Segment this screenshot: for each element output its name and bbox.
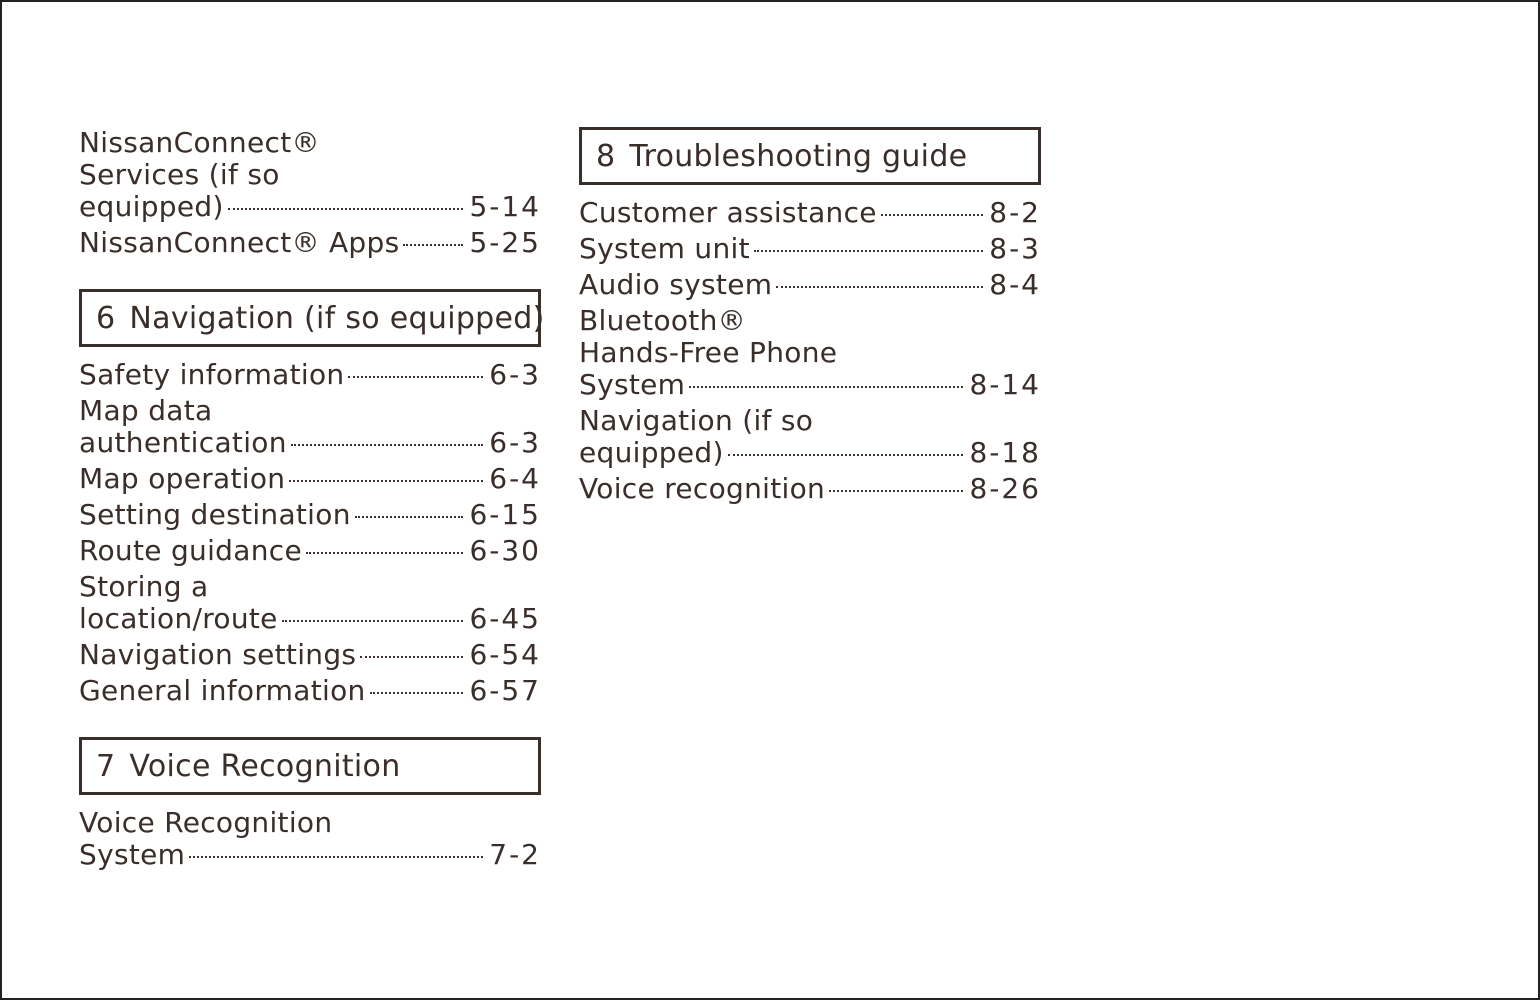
toc-entry-page-number: 6-3 (489, 358, 541, 391)
toc-entry-title: Safety information (79, 358, 345, 391)
toc-entry-page-number: 8-3 (989, 232, 1041, 265)
toc-entry-title: equipped) (79, 190, 224, 223)
toc-entry[interactable] (79, 499, 541, 531)
dot-leader (689, 386, 963, 388)
toc-entry-title: System (579, 368, 686, 401)
dot-leader (289, 480, 483, 482)
dot-leader (282, 620, 464, 622)
chapter-number: 7 (96, 748, 116, 784)
toc-entry-page-number: 8-26 (969, 472, 1041, 505)
toc-entry[interactable] (79, 807, 541, 871)
toc-entry-title: System unit (579, 232, 750, 265)
toc-entry-title: Setting destination (79, 498, 351, 531)
toc-entry-title: location/route (79, 602, 278, 635)
toc-entry-title: authentication (79, 426, 287, 459)
chapter-7-heading (79, 737, 541, 795)
dot-leader (403, 244, 463, 246)
chapter-number: 8 (596, 138, 616, 174)
chapter-8-entries (579, 197, 1041, 505)
toc-entry-page-number: 6-3 (489, 426, 541, 459)
toc-entry-title: System (79, 838, 186, 871)
chapter-number: 6 (96, 300, 116, 336)
toc-left-column (79, 126, 545, 875)
dot-leader (291, 444, 484, 446)
chapter-7-entries (79, 807, 541, 871)
toc-entry-page-number: 8-18 (969, 436, 1041, 469)
toc-entry-page-number: 6-4 (489, 462, 541, 495)
toc-entry[interactable] (79, 463, 541, 495)
toc-entry-page-number: 5-14 (469, 190, 541, 223)
toc-entry[interactable] (79, 395, 541, 459)
dot-leader (228, 208, 464, 210)
toc-entry-page-number: 6-15 (469, 498, 541, 531)
toc-entry[interactable] (79, 571, 541, 635)
toc-entry[interactable] (579, 197, 1041, 229)
toc-entry[interactable] (79, 127, 541, 223)
dot-leader (348, 376, 483, 378)
toc-entry-page-number: 8-14 (969, 368, 1041, 401)
toc-entry[interactable] (79, 359, 541, 391)
dot-leader (881, 214, 983, 216)
dot-leader (728, 454, 964, 456)
toc-entry-title-line: Voice Recognition (79, 806, 333, 839)
toc-entry-page-number: 7-2 (489, 838, 541, 871)
toc-entry-title-line: NissanConnect® (79, 126, 320, 159)
toc-entry-page-number: 6-30 (469, 534, 541, 567)
toc-entry[interactable] (79, 227, 541, 259)
toc-entry-title: NissanConnect® Apps (79, 226, 400, 259)
toc-entry[interactable] (579, 269, 1041, 301)
toc-entry-page-number: 8-4 (989, 268, 1041, 301)
toc-entry[interactable] (579, 233, 1041, 265)
toc-entry-title: Audio system (579, 268, 773, 301)
chapter-title: Troubleshooting guide (629, 138, 968, 174)
toc-entry-page-number: 6-45 (469, 602, 541, 635)
toc-entry-page-number: 6-57 (469, 674, 541, 707)
toc-entry-page-number: 8-2 (989, 196, 1041, 229)
toc-entry-page-number: 5-25 (469, 226, 541, 259)
dot-leader (355, 516, 464, 518)
toc-entry-title: General information (79, 674, 366, 707)
toc-entry-title-line: Storing a (79, 570, 209, 603)
toc-entry-title: Voice recognition (579, 472, 826, 505)
dot-leader (360, 656, 463, 658)
dot-leader (370, 692, 464, 694)
chapter-title: Voice Recognition (129, 748, 401, 784)
toc-entry-title-line: Map data (79, 394, 213, 427)
chapter-8-heading (579, 127, 1041, 185)
toc-entry-title-line: Bluetooth® (579, 304, 746, 337)
toc-entry[interactable] (579, 305, 1041, 401)
toc-entry[interactable] (79, 639, 541, 671)
toc-entry-title: Map operation (79, 462, 286, 495)
toc-entry-title: Route guidance (79, 534, 302, 567)
toc-entry[interactable] (79, 675, 541, 707)
toc-entry[interactable] (579, 473, 1041, 505)
toc-intro-entries (79, 127, 541, 259)
toc-entry-title: Navigation settings (79, 638, 357, 671)
chapter-title: Navigation (if so equipped) (129, 300, 545, 336)
dot-leader (306, 552, 463, 554)
dot-leader (189, 856, 483, 858)
dot-leader (754, 250, 983, 252)
dot-leader (829, 490, 963, 492)
toc-entry-title: equipped) (579, 436, 724, 469)
toc-entry-title: Customer assistance (579, 196, 877, 229)
dot-leader (776, 286, 983, 288)
toc-entry-page-number: 6-54 (469, 638, 541, 671)
toc-right-column (579, 127, 1041, 509)
chapter-6-heading (79, 289, 545, 347)
toc-entry[interactable] (579, 405, 1041, 469)
toc-entry-title-line: Hands-Free Phone (579, 336, 838, 369)
toc-entry-title-line: Navigation (if so (579, 404, 814, 437)
toc-entry-title-line: Services (if so (79, 158, 280, 191)
chapter-6-entries (79, 359, 541, 707)
toc-entry[interactable] (79, 535, 541, 567)
